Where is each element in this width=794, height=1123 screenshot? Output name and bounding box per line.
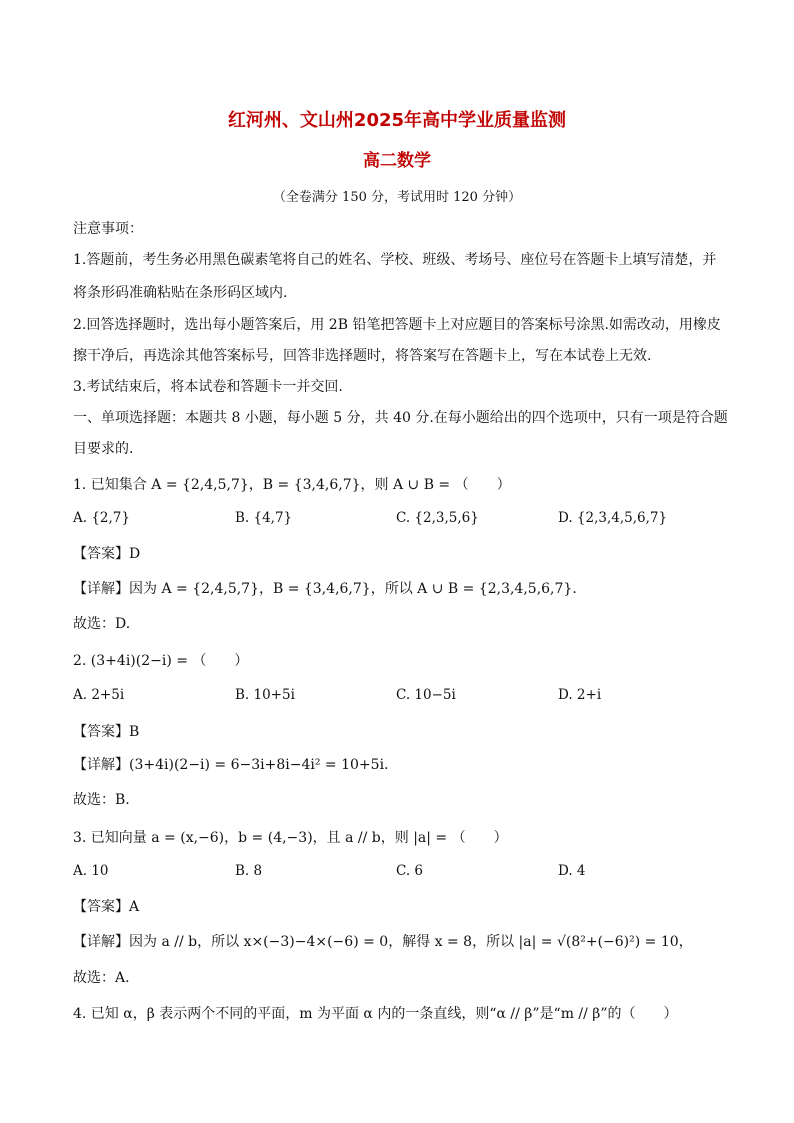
q1-detail: 【详解】因为 A = {2,4,5,7}，B = {3,4,6,7}，所以 A ∪ B = {2,3,4,5,6,7}.: [73, 581, 577, 597]
q1-answer: 【答案】D: [73, 546, 141, 562]
q1-choose: 故选：D.: [73, 616, 131, 632]
notice-item-1b: 将条形码准确粘贴在条形码区域内.: [73, 285, 288, 301]
exam-note: （全卷满分 150 分，考试用时 120 分钟）: [272, 190, 522, 205]
notice-item-2b: 擦干净后，再选涂其他答案标号，回答非选择题时，将答案写在答题卡上，写在本试卷上无效.: [73, 348, 652, 364]
q3-option-b: B. 8: [235, 863, 263, 879]
q3-option-a: A. 10: [73, 863, 109, 879]
q2-answer: 【答案】B: [73, 724, 140, 740]
q3-option-d: D. 4: [558, 863, 586, 879]
q2-option-a: A. 2+5i: [73, 687, 125, 703]
q2-option-c: C. 10−5i: [396, 687, 456, 703]
q2-choose: 故选：B.: [73, 792, 130, 808]
q2-stem: 2. (3+4i)(2−i) = （ ）: [73, 653, 249, 669]
notice-heading: 注意事项：: [73, 221, 143, 237]
q4-stem: 4. 已知 α，β 表示两个不同的平面，m 为平面 α 内的一条直线，则“α // β”是“m // β”的（ ）: [73, 1006, 678, 1022]
q2-option-b: B. 10+5i: [235, 687, 295, 703]
q1-stem: 1. 已知集合 A = {2,4,5,7}，B = {3,4,6,7}，则 A ∪ B = （ ）: [73, 477, 511, 493]
notice-item-3: 3.考试结束后，将本试卷和答题卡一并交回.: [73, 379, 343, 395]
q3-stem: 3. 已知向量 a = (x,−6)，b = (4,−3)，且 a // b，则 |a| = （ ）: [73, 830, 508, 846]
section-heading-a: 一、单项选择题：本题共 8 小题，每小题 5 分，共 40 分.在每小题给出的四个选项中，只有一项是符合题: [73, 410, 728, 426]
q3-choose: 故选：A.: [73, 970, 130, 986]
q2-detail: 【详解】(3+4i)(2−i) = 6−3i+8i−4i² = 10+5i.: [73, 757, 389, 773]
q2-option-d: D. 2+i: [558, 687, 602, 703]
q1-option-a: A. {2,7}: [73, 510, 130, 526]
q1-option-b: B. {4,7}: [235, 510, 293, 526]
q3-answer: 【答案】A: [73, 899, 140, 915]
section-heading-b: 目要求的.: [73, 441, 134, 457]
q1-option-c: C. {2,3,5,6}: [396, 510, 479, 526]
q3-option-c: C. 6: [396, 863, 424, 879]
notice-item-2a: 2.回答选择题时，选出每小题答案后，用 2B 铅笔把答题卡上对应题目的答案标号涂黑.如需改动，用橡皮: [73, 317, 721, 333]
notice-item-1a: 1.答题前，考生务必用黑色碳素笔将自己的姓名、学校、班级、考场号、座位号在答题卡上填写清楚，并: [73, 252, 717, 268]
q3-detail: 【详解】因为 a // b，所以 x×(−3)−4×(−6) = 0，解得 x = 8，所以 |a| = √(8²+(−6)²) = 10，: [73, 934, 693, 950]
q1-option-d: D. {2,3,4,5,6,7}: [558, 510, 668, 526]
exam-title: 红河州、文山州2025年高中学业质量监测: [227, 110, 567, 131]
exam-subtitle: 高二数学: [363, 151, 431, 171]
